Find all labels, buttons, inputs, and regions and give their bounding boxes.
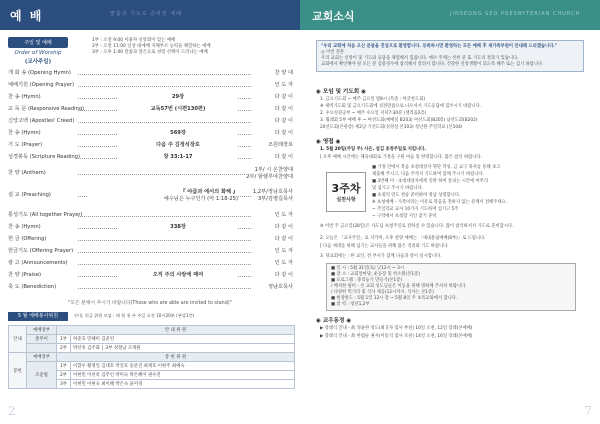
section5-text: 안내, 헌금 위원 모임 : 매 월 첫 주 주일 오전 10시20분 (본당1층) [74,313,195,318]
table-row: 2부 박선옥 김주화 │ 3부 정철남 조재원 [9,344,295,353]
page-number: 7 [584,404,592,418]
worship-title: 예 배 [10,9,44,23]
order-row: 광 고 (Announcements) 인 도 자 [8,258,293,269]
church-name: JINSEONG SEO PRESBYTERIAN CHURCH [450,11,581,17]
welcome-box: "우리 교회에 처음 오신 분들을 진심으로 환영합니다. 등록하시면 환영하는 모든 예배 후 새가족부원이 안내해 드리겠습니다." ◎ 이번 결혼 우리 교회는 신앙이 및 기도와 응답을 체험해서 힘씁니다. 예수 주께는 선한 분 또 기도의 결과가 있습니다. 교회에서 확인해야 될 모든 분 심충경우에 참석해서 알려서 합니다. 건강한 신앙생활이 되도록 해주 또는 섬기 바랍니다. [316,40,584,72]
section-meetings: ◉ 모임 및 기도회 ◉ [316,89,366,95]
order-row: 헌 금 (Offering) 다 같 이 [8,234,293,245]
order-row: 기 도 (Prayer) 다음 주 김정석장로 조원래장로 [8,140,293,151]
sunday-chip: 주일 및 예배 [8,37,68,48]
section5-chip: 5 월 예배봉사위원 [8,312,68,321]
schedule-line: 2부 : 오전 11:00 일상 대예배 지체부르 능력을 체험하는 예배 [92,44,211,49]
week3-box: 3주차 실천사항 [326,172,366,212]
table-row: 3부 이현민 이현숙 최이해 박은숙 윤미경 [9,380,295,389]
order-row: 성경봉독 (Scripture Reading) 창 33:1-17 다 같 이 [8,152,293,163]
order-row: 찬 송 (Hymn) 29장 다 같 이 [8,92,293,103]
order-en: Order of Worship [14,50,62,56]
order-of-worship-block [8,37,68,65]
table-row: 2부 이현민 이선옥 김주인 박미숙 박은혜이 권수진 [9,371,295,380]
worship-header [0,0,300,30]
order-row: 찬 양 (Praise) 오직 주의 사랑에 매여 다 같 이 [8,270,293,281]
table-row: 조준범 1부 이합우 황정일 김대호 박진호 송준진 최재호 이현주 최예숙 [9,362,295,371]
schedule-line: 3부 : 오후 1:00 말씀과 달은으로 성령 선택이 드러나는 예배 [92,50,208,55]
order-row: 헌금기도 (Offering Prayer) 인 도 자 [8,246,293,257]
sermon-row: 설 교 (Preaching) 『 야곱과 에서의 화해 』 예수님은 누구인가 (마 1:18-25) 1,2부/정남호목사 3부/김병길목사 [8,189,293,202]
section5-header [8,312,293,322]
duty-table [8,325,295,389]
section-welcome: ◉ 영접 ◉ [316,139,341,145]
order-row: 신앙고백 (Apostles' Creed) 다 같 이 [8,116,293,127]
table-row: 총무이 1부 허준호 민혜미 김준연 [9,335,295,344]
service-schedule [92,38,297,56]
order-row: 찬 송 (Hymn) 569장 다 같 이 [8,128,293,139]
standing-note: "모든 분께서 주시기 바랍니다(Those who are able are invited to stand)" [68,301,232,306]
table-row: 봉헌 예배장부 봉 헌 위 원 [9,353,295,362]
order-row: 찬 송 (Hymn) 338장 다 같 이 [8,222,293,233]
news-title: 교회소식 [312,10,355,23]
order-row: 통성기도 (All together Prayer) 인 도 자 [8,210,293,221]
worship-motto: 말씀과 기도로 준비된 예배 [110,11,182,17]
order-row: 축 도 (Benediction) 정남호목사 [8,282,293,293]
table-row: 안내 예배장부 안 내 위 원 [9,326,295,335]
order-row: 교 독 문 (Responsive Reading) 교독57번 (시편130편) 다 같 이 [8,104,293,115]
news-page: 교회소식 JINSEONG SEO PRESBYTERIAN CHURCH "우리 교회에 처음 오신 분들을 진심으로 환영합니다. 등록하시면 환영하는 모든 예배 후 새가족부원이 안내해 드리겠습니다." ◎ 이번 결혼 우리 교회는 신앙이 및 기도와 응답을 체험해서 힘씁니다. 예수 주께는 선한 분 또 기도의 결과가 있습니다. 교회에서 확인해야 될 모든 분 심충경우에 참석해서 알려서 합니다. 건강한 신앙생활이 되도록 해주 또는 섬기 바랍니다. ◉ 모임 및 기도회 ◉ 1. 금요기도회 ~ 매주 금요일 밤8시 (특송 : 아굴찬도회) ※ 새벽기도회 및 금요기도회에 성경말씀으로 나오셔서 기도응답에 힘쓰시기 바랍니다. 2. 수요성경공부 ~ 매주 수요일 저녁7:30분 (셀리움2층) 3. 월례회 5부 예배 후 ~ 여선도회(예배실 B203) 여선도회(B205) 남선도회(B202) 20선도회(본관층) 제2남 기선도회(성경실 본103) 청년원 주일학교 (본104) ◉ 영접 ◉ 1. 5월 20일(주일 주) 사은, 섬김 초청주일로 지킵니다. [ 오후 예배 시간에는 체육대회로 가정을 구원 마음 및 한영합니다. 많은 참석 바랍니다. 3주차 실천사항 ■ 가정 안에서 복음 초청대상자 명단 작성, 금 교구 목자를 통해 보고 제출해 주시고, 다음 주까지 기도하며 함께 주시기 바랍니다. ■ 3번째 미 : 초청대상자에게 연락 하여 살피는 시간에 마무리 및 섬기고 주시기 바랍니다. ■ 초청의 연도 결승 준비하여 정남 성령합니다. ※ 초청예배 - 가족이라는 이유로 복음을 전하지 않는 분께서 전해주세요. ~ 주일학교 교사 10가지 기도하며 섬기고 5주 ~ 구역에서 초청할 지인 찾기 준비 ※ 이번 주 금요일(28일)은 사도님 초청주일로 전하실 수 있습니다. 많이 참석하셔서 기도로 준비합시다. 2. 오늘은 「교사주일」로 지키며, 오후 찬양 예배는 「새내올림예배(8부)」로 드립니다. [ 다음 세대를 위해 섬기는 교사들을 위해 많은 격려와 기도 바랍니다. 3. 당교회에는 : 한 교인, 전 부서가 함께 다음과 같이 실시합니다. ■ 일 시 : 5월 31일(토) 낮12시 ~ 3시 ■ 장 소 : 교회앞마당, 운동장 및 한소원(본1층) ■ 프로그램 : 중리놓기 만들기(본1층) / 배치한 필비 - 본 교회 성도님들은 이동을 위해 명하께 주셔셔 바랍니다. / 다양한 먹거리 및 식사 제공(12시까지, 식사는 본1층) ■ 현장판도 : 5월 1일 12시 장 ~ 5월 8일 주 초특교와에서 합니다. ■ 참 력 : 청년1,2부 ◉ 교우동정 ◉ ▶ 장례식 안내 - 故 정윤한 성도(최귀자 집사 부친) 10일 소천, 12일 장례(본예배) ▶ 장례식 안내 - 故 한범순 권사(이통석 집사 모친) 14일 소천, 16일 장례(본예배) 7 [300,0,600,424]
news-header [300,0,600,30]
order-ko: (교사주일) [24,59,52,65]
section-members: ◉ 교우동정 ◉ [316,318,352,324]
order-row: 개 회 송 (Opening Hymn) 찬 양 대 [8,68,293,79]
schedule-line: 1부 : 오전 9:00 이용자 신앙회이 있는 예배 [92,38,176,43]
anthem-row: 찬 양 (Anthem) 1부/ 시 온찬양대 2부/ 할렐루야찬양대 [8,167,293,180]
page-number: 2 [8,404,16,418]
order-row: 예배기원 (Opening Prayer) 인 도 자 [8,80,293,91]
event-details: ■ 일 시 : 5월 31일(토) 낮12시 ~ 3시 ■ 장 소 : 교회앞마당, 운동장 및 한소원(본1층) ■ 프로그램 : 중리놓기 만들기(본1층) / 배치한 필비 - 본 교회 성도님들은 이동을 위해 명하께 주셔셔 바랍니다. / 다양한 먹거리 및 식사 제공(12시까지, 식사는 본1층) ■ 현장판도 : 5월 1일 12시 장 ~ 5월 8일 주 초특교와에서 합니다. ■ 참 력 : 청년1,2부 [326,263,576,311]
